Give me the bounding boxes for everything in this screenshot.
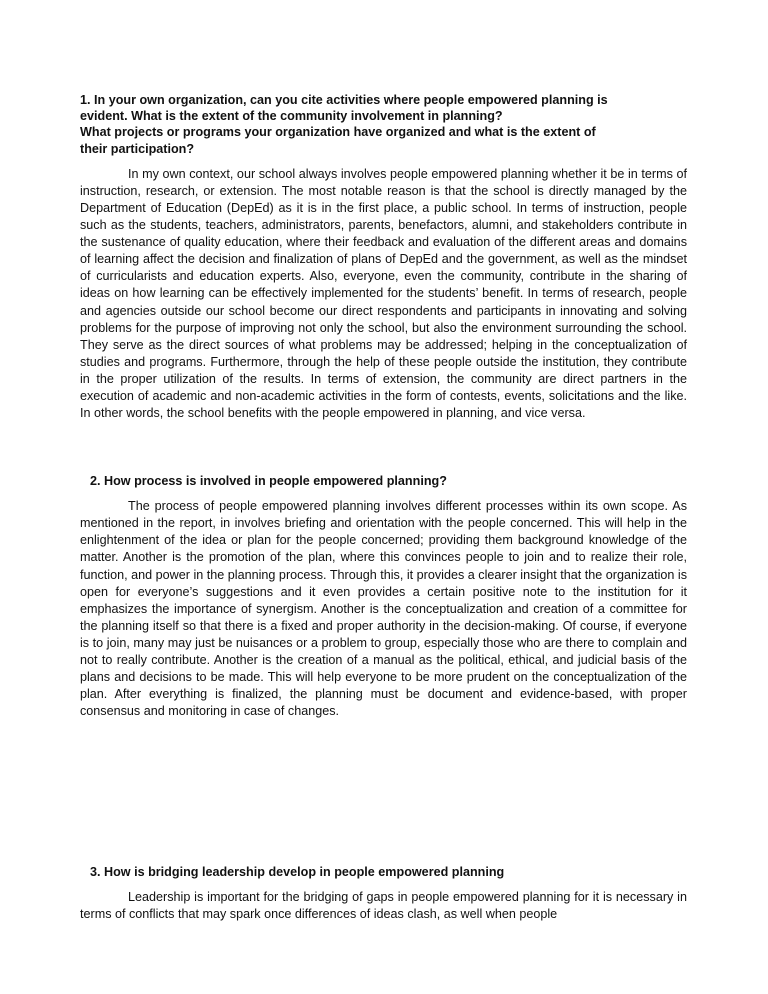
section-2 xyxy=(80,473,687,720)
section-2-body: The process of people empowered planning involves different processes within its own scope. As mentioned in the report, in involves briefing and orientation with the people concerned. This will help in the enlightenment of the idea or plan for the people concerned; providing them background knowledge of the matter. Another is the promotion of the plan, where this convinces people to join and to realize their role, function, and power in the planning process. Through this, it provides a clearer insight that the organization is open for everyone’s suggestions and it even provides a certain positive note to the institution for it emphasizes the importance of synergism. Another is the conceptualization and creation of a committee for the planning itself so that there is a fixed and proper authority in the decision-making. Of course, if everyone is to join, many may just be nuisances or a problem to group, especially those who are there to complain and not to really contribute. Another is the creation of a manual as the political, ethical, and judicial basis of the plans and decisions to be made. This will help everyone to be more prudent on the conceptualization of the plan. After everything is finalized, the planning must be document and evidence-based, with proper consensus and monitoring in case of changes. xyxy=(80,499,687,719)
heading-line: their participation? xyxy=(80,141,195,156)
section-1-heading xyxy=(80,92,687,157)
section-1 xyxy=(80,92,687,422)
heading-line: 2. How process is involved in people empowered planning? xyxy=(90,474,447,488)
section-1-body: In my own context, our school always involves people empowered planning whether it be in terms of instruction, research, or extension. The most notable reason is that the school is directly managed by the Department of Education (DepEd) as it is in the first place, a public school. In terms of instruction, people such as the students, teachers, administrators, parents, benefactors, alumni, and stakeholders contribute in the sustenance of quality education, where their feedback and evaluation of the different areas and domains of learning affect the decision and finalization of plans of DepEd and the government, as well as the mindset of curricularists and education experts. Also, everyone, even the community, contribute in the sharing of ideas on how learning can be effectively implemented for the students’ benefit. In terms of research, people and agencies outside our school become our direct respondents and participants in innovating and solving problems for the purpose of improving not only the school, but also the environment surrounding the school. They serve as the direct sources of what problems may be addressed; helping in the conceptualization of studies and programs. Furthermore, through the help of these people outside the institution, they contribute in the proper utilization of the results. In terms of extension, the community are direct partners in the execution of academic and non-academic activities in the form of contests, events, solicitations and the like. In other words, the school benefits with the people empowered in planning, and vice versa. xyxy=(80,166,687,421)
heading-line: What projects or programs your organization have organized and what is the extent of xyxy=(80,125,596,140)
section-2-heading xyxy=(90,473,687,489)
heading-line: evident. What is the extent of the community involvement in planning? xyxy=(80,109,503,124)
heading-line: 1. In your own organization, can you cite activities where people empowered planning is xyxy=(80,93,608,107)
section-3 xyxy=(80,864,687,923)
heading-line: 3. How is bridging leadership develop in people empowered planning xyxy=(90,865,505,879)
section-3-body: Leadership is important for the bridging of gaps in people empowered planning for it is necessary in terms of conflicts that may spark once differences of ideas clash, as well when people xyxy=(80,890,687,922)
section-3-heading xyxy=(90,864,687,880)
